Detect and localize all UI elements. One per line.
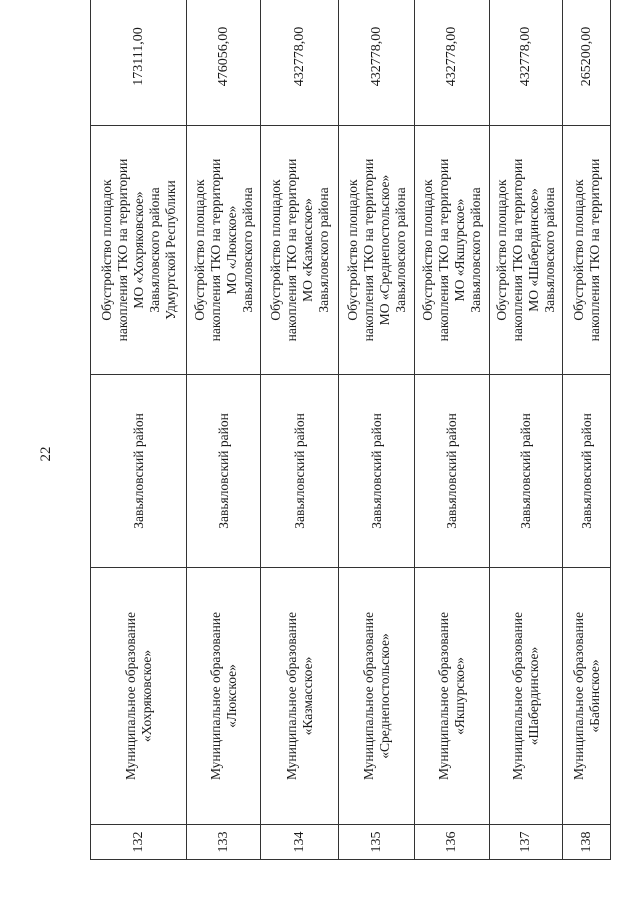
row-number: 137 [490, 825, 563, 860]
municipality-cell [563, 568, 611, 825]
district-cell: Завьяловский район [563, 375, 611, 568]
municipality-cell [187, 568, 261, 825]
municipality-type: Муниципальное образование [360, 611, 376, 781]
work-description-cell [490, 126, 563, 375]
district-cell: Завьяловский район [339, 375, 415, 568]
amount-cell: 432778,00 [261, 0, 339, 126]
municipality-type: Муниципальное образование [436, 611, 451, 781]
amount-cell: 432778,00 [339, 0, 415, 126]
table-row [187, 0, 261, 860]
row-number: 136 [415, 825, 490, 860]
work-line: Обустройство площадок [98, 179, 114, 321]
municipality-cell [261, 568, 339, 825]
municipality-cell [490, 568, 563, 825]
work-description-cell [339, 126, 415, 375]
row-number: 133 [187, 825, 261, 860]
work-line: накопления ТКО на территории [283, 158, 299, 342]
work-line: накопления ТКО на территории [436, 158, 451, 342]
municipality-type: Муниципальное образование [510, 611, 525, 781]
municipality-type: Муниципальное образование [122, 611, 138, 781]
work-line: МО «Казмасское» [299, 198, 315, 302]
work-line: Завьяловского района [392, 187, 408, 313]
work-line: Обустройство площадок [267, 179, 283, 321]
table-row [415, 0, 490, 860]
work-line: МО «Люкское» [223, 205, 239, 295]
work-line: накопления ТКО на территории [360, 158, 376, 342]
district-cell: Завьяловский район [415, 375, 490, 568]
work-description-cell [415, 126, 490, 375]
work-line: Обустройство площадок [344, 179, 360, 321]
page-number: 22 [38, 446, 54, 462]
district-cell: Завьяловский район [261, 375, 339, 568]
municipality-name: «Хохряковское» [138, 649, 154, 743]
municipality-type: Муниципальное образование [570, 611, 586, 781]
amount-cell: 476056,00 [187, 0, 261, 126]
amount-cell: 432778,00 [415, 0, 490, 126]
municipality-name: «Бабинское» [586, 659, 602, 733]
municipality-cell [339, 568, 415, 825]
district-cell: Завьяловский район [91, 375, 187, 568]
work-line: накопления ТКО на территории [510, 158, 525, 342]
work-line: Обустройство площадок [494, 179, 509, 321]
work-line: МО «Хохряковское» [130, 191, 146, 309]
row-number: 138 [563, 825, 611, 860]
work-description-cell [187, 126, 261, 375]
amount-cell: 173111,00 [91, 0, 187, 126]
municipality-name: «Казмасское» [299, 656, 315, 736]
funding-table [90, 0, 611, 860]
work-description-cell [563, 126, 611, 375]
table-row [339, 0, 415, 860]
work-line: МО «Среднепостольское» [376, 174, 392, 326]
work-line: Завьяловского района [146, 187, 162, 313]
table-row [490, 0, 563, 860]
table-row [563, 0, 611, 860]
work-line: накопления ТКО на территории [114, 158, 130, 342]
work-line: Удмуртской Республики [162, 180, 178, 320]
municipality-name: «Среднепостольское» [376, 633, 392, 759]
table-row [261, 0, 339, 860]
municipality-name: «Якшурское» [452, 657, 467, 735]
work-line: Обустройство площадок [570, 179, 586, 321]
work-line: Завьяловского района [315, 187, 331, 313]
district-cell: Завьяловский район [490, 375, 563, 568]
work-line: Обустройство площадок [420, 179, 435, 321]
amount-cell: 265200,00 [563, 0, 611, 126]
row-number: 135 [339, 825, 415, 860]
work-line: МО «Якшурское» [452, 198, 467, 302]
municipality-name: «Шабердинское» [526, 646, 541, 746]
district-cell: Завьяловский район [187, 375, 261, 568]
work-line: МО «Шабердинское» [526, 188, 541, 312]
work-line: Завьяловского района [542, 187, 557, 313]
municipality-type: Муниципальное образование [207, 611, 223, 781]
work-description-cell [91, 126, 187, 375]
work-line: Завьяловского района [468, 187, 483, 313]
amount-cell: 432778,00 [490, 0, 563, 126]
municipality-type: Муниципальное образование [283, 611, 299, 781]
work-line: накопления ТКО на территории [207, 158, 223, 342]
municipality-cell [415, 568, 490, 825]
row-number: 132 [91, 825, 187, 860]
work-description-cell [261, 126, 339, 375]
work-line: Завьяловского района [239, 187, 255, 313]
work-line: накопления ТКО на территории [586, 158, 602, 342]
work-line: Обустройство площадок [191, 179, 207, 321]
municipality-name: «Люкское» [223, 664, 239, 728]
document-table-rotated [90, 17, 610, 860]
municipality-cell [91, 568, 187, 825]
table-row [91, 0, 187, 860]
row-number: 134 [261, 825, 339, 860]
